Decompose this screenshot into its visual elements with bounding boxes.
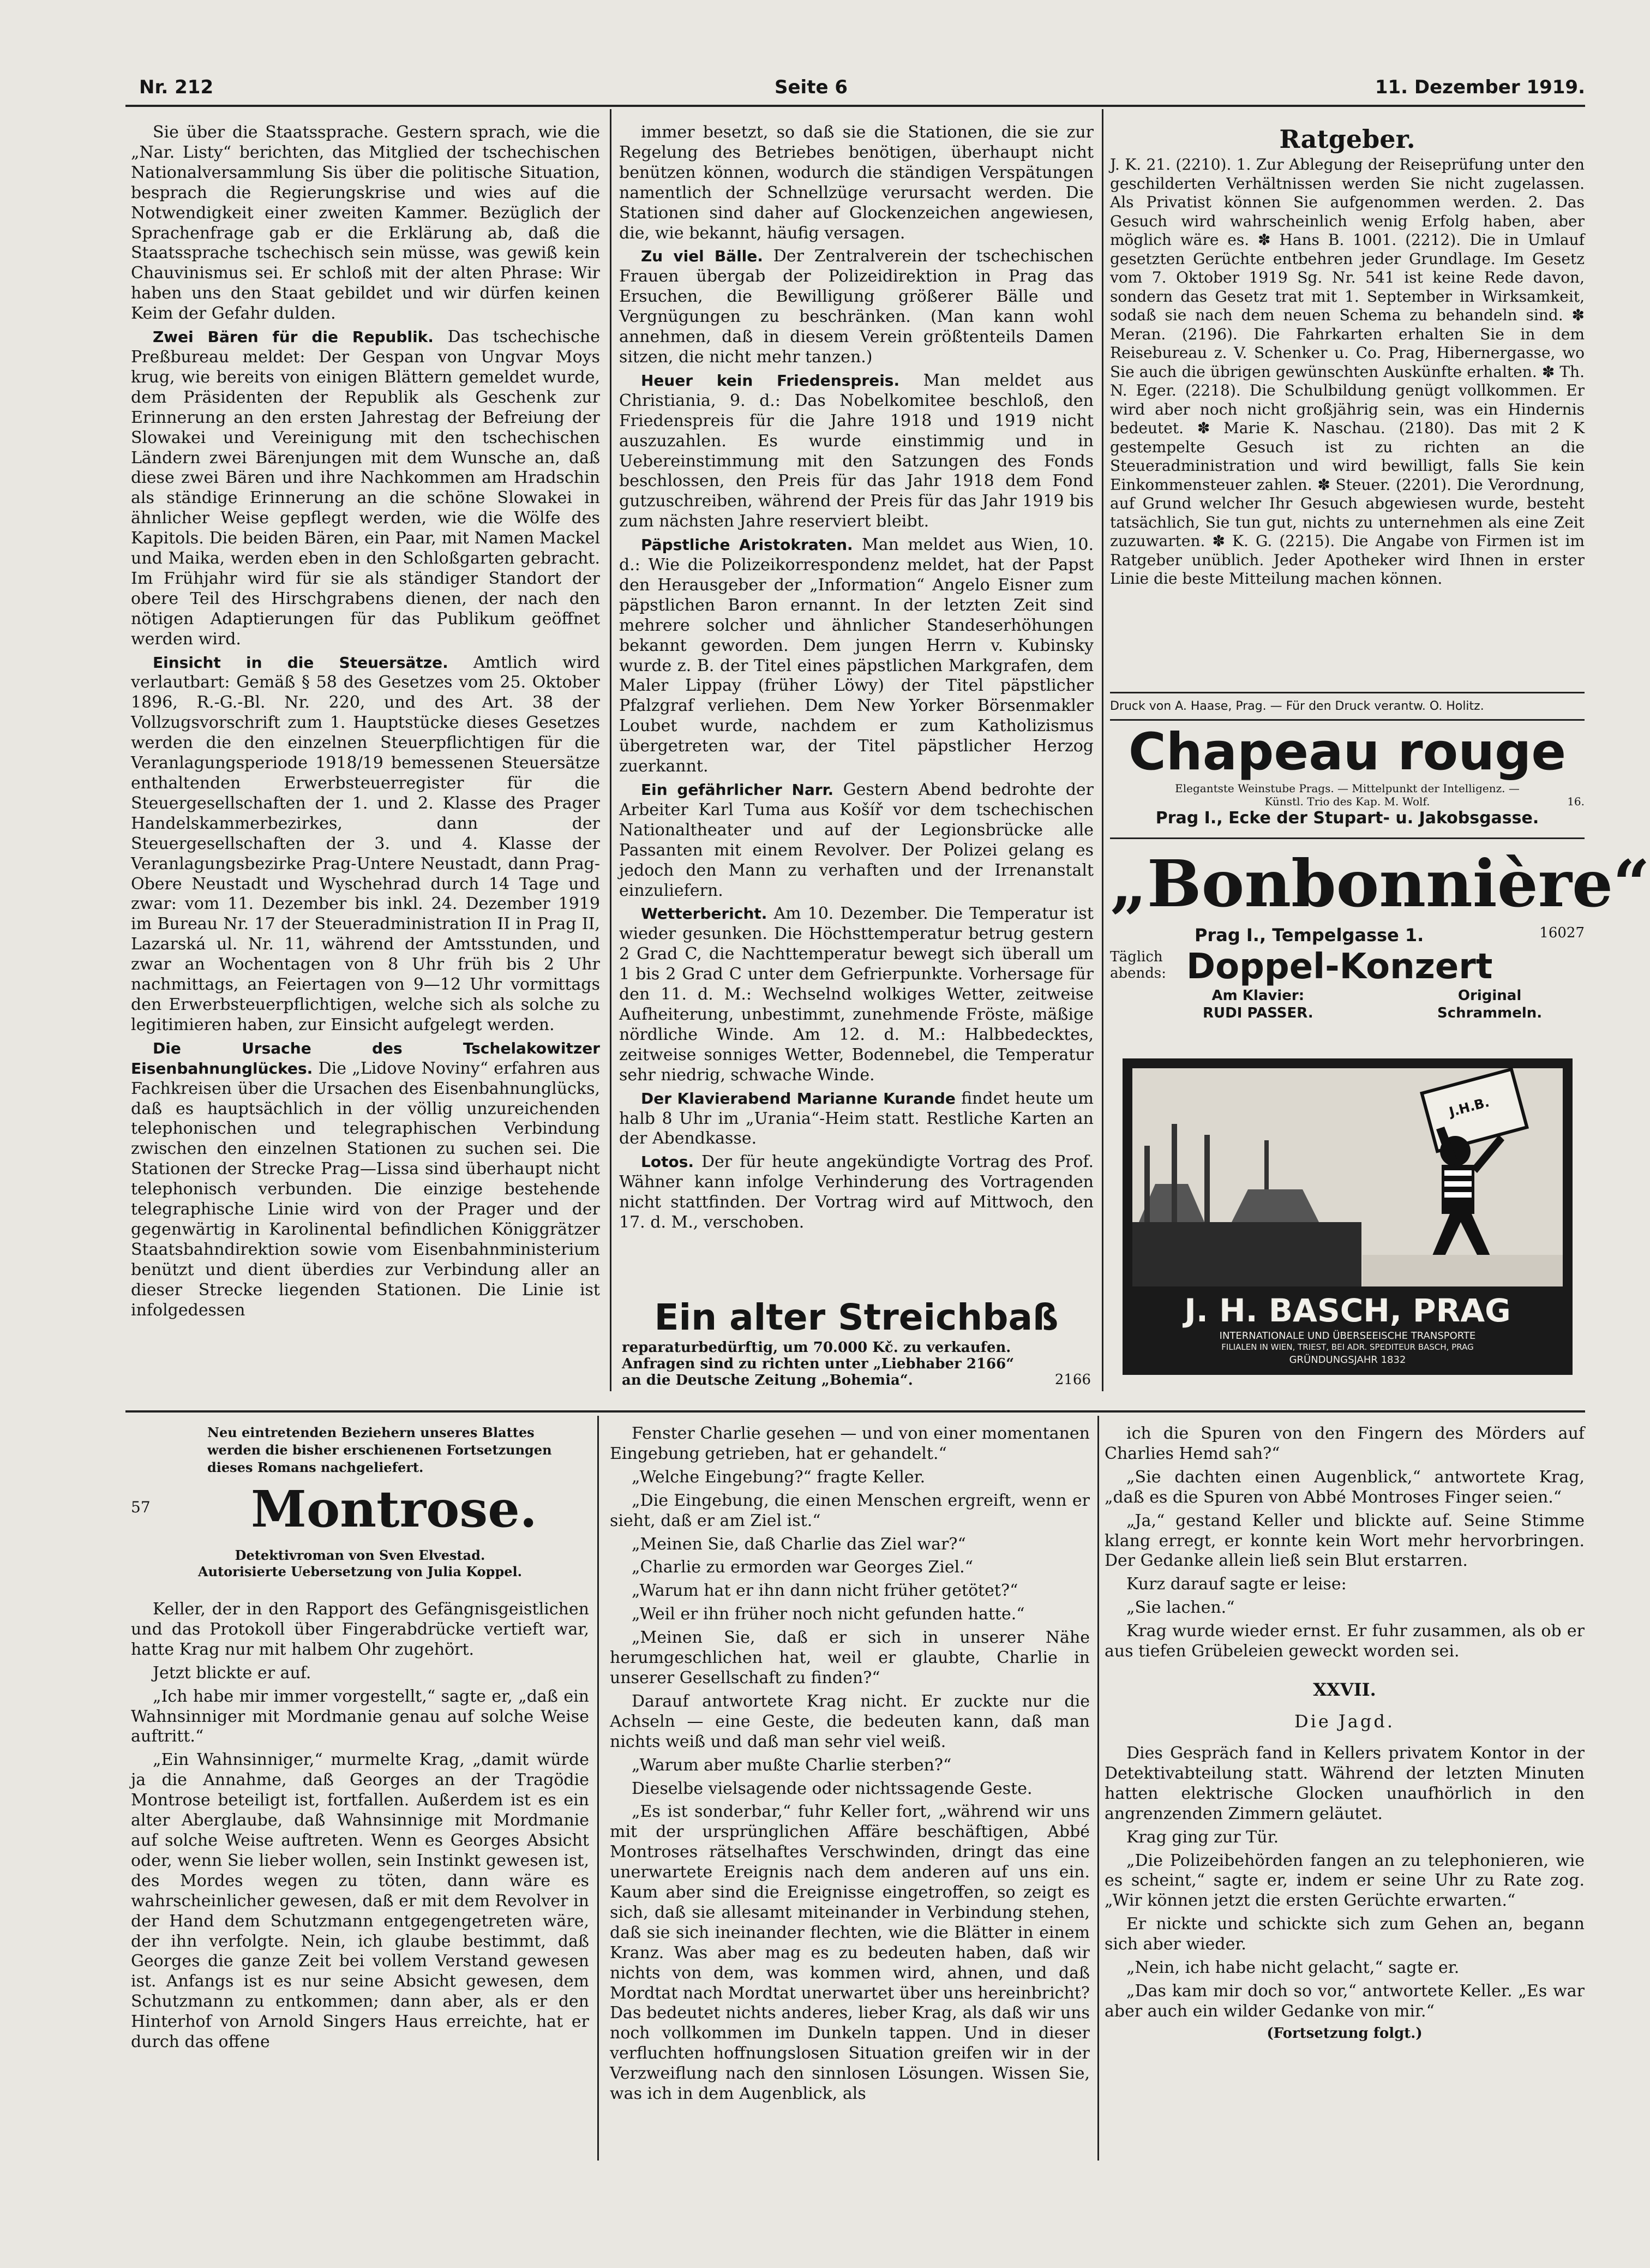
news-column-2 bbox=[619, 123, 1094, 1288]
article-headline: Einsicht in die Steuersätze. bbox=[153, 653, 448, 672]
article-text: Der Zentralverein der tschechischen Frauen übergab der Polizeidirektion in Prag das Ersuchen, die Bewilligung größerer Bälle und Vergnügungen zu beschränken. (Man kann wohl annehmen, daß in diesem Verein größtenteils Damen sitzen, die nicht mehr tanzen.) bbox=[619, 247, 1094, 367]
news-article bbox=[131, 327, 600, 650]
news-column-1 bbox=[131, 123, 600, 1394]
novel-paragraph: „Nein, ich habe nicht gelacht,“ sagte er. bbox=[1126, 1958, 1460, 1978]
ad-basch-line3: GRÜNDUNGSJAHR 1832 bbox=[1289, 1354, 1406, 1366]
article-text: Sie über die Staatssprache. Gestern sprach, wie die „Nar. Listy“ berichten, das Mitglied der tschechischen Nationalversammlung Sis über die politische Situation, besprach die Regierungskrise und wies auf die Notwendigkeit einer zweiten Kammer. Bezüglich der Sprachenfrage gab er die Erklärung ab, daß die Staatssprache tschechisch sein müsse, was gewiß kein Chauvinismus sei. Er schloß mit der alten Phrase: Wir haben uns den Staat gebildet und wir dürfen keinen Keim der Gefahr dulden. bbox=[131, 123, 600, 324]
ad-chapeau-line2: Künstl. Trio des Kap. M. Wolf. bbox=[1264, 795, 1430, 808]
ad-bonbonniere-title: „Bonbonnière“ bbox=[1110, 846, 1650, 921]
article-text: Man meldet aus Wien, 10. d.: Wie die Polizeikorrespondenz meldet, hat der Papst den Herausgeber der „Information“ Angelo Eisner zum päpstlichen Baron ernannt. In der letzten Zeit sind mehrere solcher und ähnlicher Standeserhöhungen bekannt geworden. Dem jungen Herrn v. Kubinsky wurde z. B. der Titel eines päpstlichen Markgrafen, dem Maler Lippay (früher Löwy) der Titel päpstlicher Pfalzgraf verliehen. Dem New Yorker Börsenmakler Loubet wurde, nachdem er zum Katholizismus übergetreten war, der Titel päpstlicher Herzog zuerkannt. bbox=[619, 535, 1094, 776]
ad-basch-line1: INTERNATIONALE UND ÜBERSEEISCHE TRANSPORTE bbox=[1219, 1330, 1476, 1342]
article-text: Amtlich wird verlautbart: Gemäß § 58 des Gesetzes vom 25. Oktober 1896, R.-G.-Bl. Nr. 220, und des Art. 38 der Vollzugsvorschrift zum 1. Hauptstücke dieses Gesetzes werden die den einzelnen Steuerpflichtigen für die Veranlagungsperiode 1918/19 bemessenen Steuersätze enthaltenden Erwerbsteuerregister für die Steuergesellschaften der 1. und 2. Klasse des Prager Handelskammerbezirkes, dann der Steuergesellschaften der 3. und 4. Klasse der Veranlagungsbezirke Prag-Untere Neustadt, dann Prag-Obere Neustadt und Wyschehrad durch 14 Tage und zwar: vom 11. Dezember bis inkl. 24. Dezember 1919 im Bureau Nr. 17 der Steueradministration II in Prag II, Lazarská ul. Nr. 11, während der Amtsstunden, und zwar an Wochentagen von 8 Uhr früh bis 2 Uhr nachmittags, an Feiertagen von 9—12 Uhr vormittags den Erwerbsteuerpflichtigen, welche sich als solche zu legitimieren haben, zur Einsicht aufgelegt werden. bbox=[131, 653, 600, 1034]
novel-paragraph: „Warum aber mußte Charlie sterben?“ bbox=[632, 1755, 952, 1775]
article-text: Das tschechische Preßbureau meldet: Der Gespan von Ungvar Moys krug, wie bereits von einigen Blättern gemeldet wurde, dem Präsidenten der Republik als Geschenk zur Erinnerung an den ersten Jahrestag der Befreiung der Slowakei und Vereinigung mit den tschechischen Ländern zwei Bärenjungen mit dem Wunsche an, daß diese zwei Bären und ihre Nachkommen am Hradschin als ständige Erinnerung an die schöne Slowakei in ähnlicher Weise gepflegt werden, wie die Wölfe des Kapitols. Die beiden Bären, ein Paar, mit Namen Mackel und Maika, werden eben in den Schloßgarten gebracht. Im Frühjahr wird für sie als ständiger Standort der obere Teil des Hirschgrabens dienen, der nach den nötigen Adaptierungen für das Publikum geöffnet werden wird. bbox=[131, 327, 600, 649]
novel-paragraph: „Ein Wahnsinniger,“ murmelte Krag, „damit würde ja die Annahme, daß Georges an der Tragödie Montrose beteiligt ist, fortfallen. Außerdem ist es ein alter Aberglaube, daß Wahnsinnige mit Mordmanie auf solche Weise auftreten. Wenn es Georges Absicht oder, wenn Sie lieber wollen, sein Instinkt gewesen ist, des Mordes wegen zu töten, dann wäre es wahrscheinlicher gewesen, daß er mit dem Revolver in der Hand dem Schutzmann entgegengetreten wäre, der ihn verfolgte. Nein, ich glaube bestimmt, daß Georges die ganze Zeit bei vollem Verstand gewesen ist. Anfangs ist es nur seine Absicht gewesen, dem Schutzmann zu entkommen; dann aber, als er den Hinterhof von Arnold Singers Haus erreichte, hat er durch das offene bbox=[131, 1750, 589, 2052]
header-rule bbox=[125, 105, 1585, 107]
news-article bbox=[619, 1152, 1094, 1233]
news-article bbox=[619, 371, 1094, 532]
novel-paragraph: „Weil er ihn früher noch nicht gefunden hatte.“ bbox=[632, 1605, 1025, 1624]
novel-translator: Autorisierte Uebersetzung von Julia Koppel. bbox=[198, 1564, 522, 1579]
novel-paragraph: „Die Eingebung, die einen Menschen ergreift, wenn er sieht, daß er am Ziel ist.“ bbox=[610, 1491, 1090, 1530]
novel-paragraph: „Ich habe mir immer vorgestellt,“ sagte er, „daß ein Wahnsinniger mit Mordmanie genau auf solche Weise auftritt.“ bbox=[131, 1686, 589, 1746]
article-headline: Heuer kein Friedenspreis. bbox=[641, 371, 900, 390]
novel-paragraph: Kurz darauf sagte er leise: bbox=[1126, 1575, 1347, 1594]
news-article bbox=[619, 123, 1094, 243]
news-article bbox=[619, 247, 1094, 367]
novel-paragraph: „Welche Eingebung?“ fragte Keller. bbox=[632, 1467, 926, 1487]
ad-bonbonniere-taeglich: Täglich abends: bbox=[1110, 949, 1167, 982]
news-article bbox=[131, 1039, 600, 1321]
article-text: immer besetzt, so daß sie die Stationen, die sie zur Regelung des Betriebes benötigen, überhaupt nicht benützen können, wodurch die ständigen Verspätungen namentlich der Schnellzüge verursacht werden. Die Stationen sind daher auf Glockenzeichen angewiesen, die, wie bekannt, häufig versagen. bbox=[619, 123, 1094, 243]
news-article bbox=[131, 653, 600, 1036]
ad-bonbonniere-code: 16027 bbox=[1539, 925, 1585, 941]
novel-paragraph: „Ja,“ gestand Keller und blickte auf. Seine Stimme klang erregt, er konnte kein Wort mehr hervorbringen. Der Gedanke allein ließ sein Blut erstarren. bbox=[1105, 1511, 1585, 1571]
ratgeber-rule bbox=[1110, 692, 1585, 693]
ad-streichbass bbox=[622, 1296, 1091, 1391]
novel-paragraph: Krag ging zur Tür. bbox=[1126, 1827, 1279, 1847]
news-article bbox=[619, 1089, 1094, 1150]
article-headline: Lotos. bbox=[641, 1153, 694, 1171]
novel-number: 57 bbox=[131, 1498, 151, 1516]
novel-paragraph: Dieselbe vielsagende oder nichtssagende Geste. bbox=[632, 1779, 1033, 1798]
novel-paragraph: „Die Polizeibehörden fangen an zu telephonieren, wie es scheint,“ sagte er, indem er seine Uhr zu Rate zog. „Wir können jetzt die ersten Gerüchte erwarten.“ bbox=[1105, 1851, 1585, 1911]
novel-paragraph: Krag wurde wieder ernst. Er fuhr zusammen, als ob er aus tiefen Grübeleien geweckt worden sei. bbox=[1105, 1621, 1585, 1661]
novel-paragraph: „Meinen Sie, daß er sich in unserer Nähe herumgeschlichen hat, weil er glaubte, Charlie in unserer Gesellschaft zu finden?“ bbox=[610, 1628, 1090, 1687]
ad-chapeau-address: Prag I., Ecke der Stupart- u. Jakobsgasse. bbox=[1155, 809, 1539, 828]
novel-divider bbox=[1097, 1416, 1099, 2161]
news-article bbox=[619, 535, 1094, 777]
article-headline: Der Klavierabend Marianne Kurande bbox=[641, 1089, 956, 1108]
imprint: Druck von A. Haase, Prag. — Für den Druck verantw. O. Holitz. bbox=[1110, 699, 1484, 713]
novel-paragraph: Jetzt blickte er auf. bbox=[153, 1663, 311, 1683]
novel-paragraph: Keller, der in den Rapport des Gefängnisgeistlichen und das Protokoll über Fingerabdrücke vertieft war, hatte Krag nur mit halbem Ohr zugehört. bbox=[131, 1600, 589, 1659]
ad-streichbass-title: Ein alter Streichbaß bbox=[654, 1296, 1059, 1338]
ad-chapeau-title: Chapeau rouge bbox=[1128, 722, 1567, 782]
ad-bonbonniere bbox=[1110, 843, 1650, 1050]
novel-paragraph: Er nickte und schickte sich zum Gehen an, begann sich aber wieder. bbox=[1105, 1914, 1585, 1954]
article-text: Gestern Abend bedrohte der Arbeiter Karl Tuma aus Košíř vor dem tschechischen Nationaltheater und auf der Legionsbrücke alle Passanten mit einem Revolver. Der Polizei gelang es jedoch den Mann zu verhaften und der Irrenanstalt einzuliefern. bbox=[619, 780, 1094, 900]
continuation-note: (Fortsetzung folgt.) bbox=[1267, 2025, 1423, 2042]
novel-paragraph: „Meinen Sie, daß Charlie das Ziel war?“ bbox=[632, 1534, 966, 1554]
ad-basch-line2: FILIALEN IN WIEN, TRIEST, BEI ADR. SPEDITEUR BASCH, PRAG bbox=[1221, 1342, 1474, 1352]
column-divider bbox=[1102, 109, 1103, 1391]
novel-paragraph: ich die Spuren von den Fingern des Mörders auf Charlies Hemd sah?“ bbox=[1105, 1424, 1585, 1463]
article-text: Man meldet aus Christiania, 9. d.: Das Nobelkomitee beschloß, den Friedenspreis für die Jahre 1918 und 1919 nicht auszuzahlen. Es wurde einstimmig und in Uebereinstimmung mit den Satzungen des Fonds beschlossen, den Preis für das Jahr 1918 dem Fond gutzuschreiben, während der Preis für das Jahr 1919 bis zum nächsten Jahre reserviert bleibt. bbox=[619, 370, 1094, 531]
article-text: Die „Lidove Noviny“ erfahren aus Fachkreisen über die Ursachen des Eisenbahnunglücks, daß es hauptsächlich in der völlig unzureichenden telephonischen und telegraphischen Verbindung zwischen den einzelnen Stationen zu suchen sei. Die Stationen der Strecke Prag—Lissa sind überhaupt nicht telephonisch verbunden. Die einzige bestehende telegraphische Linie wird von der Prager und der gegenwärtig in Karolinental befindlichen Königgrätzer Staatsbahndirektion sowie vom Eisenbahnministerium benützt und dient überdies zur Verbindung aller an dieser Strecke liegenden Stationen. Die Linie ist infolgedessen bbox=[131, 1058, 600, 1320]
article-headline: Wetterbericht. bbox=[641, 905, 767, 923]
ad-basch bbox=[1123, 1058, 1573, 1375]
ad-streichbass-code: 2166 bbox=[1054, 1372, 1091, 1388]
novel-paragraph: „Es ist sonderbar,“ fuhr Keller fort, „während wir uns mit der ursprünglichen Affäre beschäftigen, Abbé Montroses rätselhaftes Verschwinden, dringt das eine unerwartete Ereignis nach dem anderen auf uns ein. Kaum aber sind die Ereignisse eingetroffen, so zeigt es sich, daß sie allesamt miteinander in Verbindung stehen, daß sie sich ineinander flechten, wie die Blätter in einem Kranz. Was aber mag es zu bedeuten haben, daß wir nichts von dem, was kommen wird, ahnen, und daß Mordtat nach Mordtat unerwartet über uns hereinbricht? Das bedeutet nichts anderes, lieber Krag, als daß wir uns noch vollkommen im Dunkeln tappen. Und in dieser verfluchten hoffnungslosen Situation greifen wir in der Verzweiflung nach den sinnlosen Lösungen. Wissen Sie, was ich in dem Augenblick, als bbox=[610, 1802, 1090, 2104]
novel-paragraph: „Warum hat er ihn dann nicht früher getötet?“ bbox=[632, 1581, 1018, 1601]
article-headline: Zwei Bären für die Republik. bbox=[153, 328, 434, 346]
ad-basch-name: J. H. BASCH, PRAG bbox=[1184, 1292, 1511, 1329]
novel-subtitle: Detektivroman von Sven Elvestad. bbox=[235, 1547, 485, 1563]
novel-column-2 bbox=[610, 1424, 1090, 2161]
ratgeber-text: J. K. 21. (2210). 1. Zur Ablegung der Reiseprüfung unter den geschilderten Verhältnissen werden Sie nicht zugelassen. Als Privatist können Sie aufgenommen werden. 2. Das Gesuch wird wahrscheinlich wenig Erfolg haben, aber möglich wäre es. ✽ Hans B. 1001. (2212). Die in Umlauf gesetzten Gerüchte entbehren jeder Grundlage. Im Gesetz vom 7. Oktober 1919 Sg. Nr. 541 ist keine Rede davon, sondern das Gesetz trat mit 1. September in Wirksamkeit, sodaß sie nach dem neuen Schema zu behandeln sind. ✽ Meran. (2196). Die Fahrkarten erhalten Sie in dem Reisebureau z. V. Schenker u. Co. Prag, Hibernergasse, wo Sie auch die übrigen gewünschten Auskünfte erhalten. ✽ Th. N. Eger. (2218). Die Schulbildung genügt vollkommen. Er wird aber noch nicht großjährig sein, was ein Hindernis bedeutet. ✽ Marie K. Naschau. (2180). Das mit 2 K gestempelte Gesuch ist zu richten an die Steueradministration und wird bewilligt, falls Sie kein Einkommensteuer zahlen. ✽ Steuer. (2201). Die Verordnung, auf Grund welcher Ihr Gesuch abgewiesen wurde, besteht tatsächlich, Sie tun gut, nichts zu unternehmen als eine Zeit zuzuwarten. ✽ K. G. (2215). Die Angabe von Firmen ist im Ratgeber unüblich. Jeder Apotheker wird Ihnen in erster Linie die beste Mitteilung machen können. bbox=[1110, 155, 1585, 588]
ad-chapeau-code: 16. bbox=[1567, 795, 1585, 808]
novel-paragraph: Darauf antwortete Krag nicht. Er zuckte nur die Achseln — eine Geste, die bedeuten kann, daß man nichts weiß und daß man sehr viel weiß. bbox=[610, 1691, 1090, 1751]
porter-box-label: J.H.B. bbox=[1447, 1094, 1491, 1120]
article-headline: Päpstliche Aristokraten. bbox=[641, 536, 853, 554]
novel-paragraph: „Sie lachen.“ bbox=[1126, 1598, 1235, 1618]
issue-number: Nr. 212 bbox=[139, 76, 214, 98]
novel-notice: Neu eintretenden Beziehern unseres Blattes werden die bisher erschienenen Fortsetzungen dieses Romans nachgeliefert. bbox=[207, 1425, 552, 1475]
novel-title: Montrose. bbox=[251, 1480, 537, 1539]
article-text: findet heute um halb 8 Uhr im „Urania“-Heim statt. Restliche Karten an der Abendkasse. bbox=[619, 1088, 1094, 1148]
news-article bbox=[131, 123, 600, 324]
ad-bonbonniere-address: Prag I., Tempelgasse 1. bbox=[1195, 925, 1424, 946]
imprint-rule bbox=[1110, 719, 1585, 721]
ad-bonbonniere-left-label: Am Klavier: bbox=[1211, 988, 1305, 1004]
ad-streichbass-text: reparaturbedürftig, um 70.000 Kč. zu verkaufen. Anfragen sind zu richten unter „Liebhaber 2166“ an die Deutsche Zeitung „Bohemia“. bbox=[622, 1339, 1015, 1389]
feuilleton-rule bbox=[125, 1410, 1585, 1413]
novel-paragraph: „Charlie zu ermorden war Georges Ziel.“ bbox=[632, 1558, 974, 1577]
article-headline: Ein gefährlicher Narr. bbox=[641, 781, 834, 799]
ratgeber-section bbox=[1110, 123, 1585, 690]
article-text: Am 10. Dezember. Die Temperatur ist wieder gesunken. Die Höchsttemperatur betrug gestern 2 Grad C, die Nachttemperatur bewegt sich überall um 1 bis 2 Grad C unter dem Gefrierpunkte. Vorhersage für den 11. d. M.: Wechselnd wolkiges Wetter, zeitweise Aufheiterung, unbestimmt, zunehmende Fröste, mäßige nördliche Winde. Am 12. d. M.: Halbbedecktes, zeitweise sonniges Wetter, Bodennebel, die Temperatur sehr niedrig, schwache Winde. bbox=[619, 904, 1094, 1085]
chapeau-rule bbox=[1110, 837, 1585, 839]
novel-paragraph: Fenster Charlie gesehen — und von einer momentanen Eingebung getrieben, hat er gehandelt.“ bbox=[610, 1424, 1090, 1463]
ad-bonbonniere-right-name: Schrammeln. bbox=[1437, 1005, 1543, 1021]
article-text: Der für heute angekündigte Vortrag des Prof. Wähner kann infolge Verhinderung des Vortragenden nicht stattfinden. Der Vortrag wird auf Mittwoch, den 17. d. M., verschoben. bbox=[619, 1152, 1094, 1232]
ad-bonbonniere-right-label: Original bbox=[1457, 988, 1522, 1004]
chapter-title: Die Jagd. bbox=[1294, 1710, 1395, 1732]
ad-chapeau-rouge bbox=[1110, 723, 1585, 835]
novel-column-1 bbox=[131, 1424, 589, 2161]
column-divider bbox=[610, 109, 611, 1391]
issue-date: 11. Dezember 1919. bbox=[1375, 76, 1585, 98]
news-article bbox=[619, 780, 1094, 901]
novel-divider bbox=[597, 1416, 599, 2161]
novel-paragraph: Dies Gespräch fand in Kellers privatem Kontor in der Detektivabteilung statt. Während der letzten Minuten hatten elektrische Glocken unaufhörlich in den angrenzenden Zimmern geläutet. bbox=[1105, 1743, 1585, 1823]
novel-paragraph: „Das kam mir doch so vor,“ antwortete Keller. „Es war aber auch ein wilder Gedanke von mir.“ bbox=[1105, 1981, 1585, 2021]
ad-chapeau-line1: Elegantste Weinstube Prags. — Mittelpunkt der Intelligenz. — bbox=[1175, 782, 1520, 795]
news-article bbox=[619, 904, 1094, 1085]
novel-paragraph: „Sie dachten einen Augenblick,“ antwortete Krag, „daß es die Spuren von Abbé Montroses Finger seien.“ bbox=[1105, 1467, 1585, 1507]
ad-basch-illustration bbox=[1123, 1058, 1573, 1288]
novel-column-3 bbox=[1105, 1424, 1585, 2161]
page-number: Seite 6 bbox=[775, 76, 848, 98]
article-headline: Zu viel Bälle. bbox=[641, 247, 763, 266]
ad-bonbonniere-left-name: RUDI PASSER. bbox=[1203, 1005, 1313, 1021]
article-headline: Die Ursache des Tschelakowitzer Eisenbahnunglückes. bbox=[131, 1039, 600, 1078]
ratgeber-title: Ratgeber. bbox=[1279, 124, 1415, 154]
ad-bonbonniere-konzert: Doppel-Konzert bbox=[1186, 947, 1493, 987]
chapter-number: XXVII. bbox=[1313, 1679, 1376, 1700]
